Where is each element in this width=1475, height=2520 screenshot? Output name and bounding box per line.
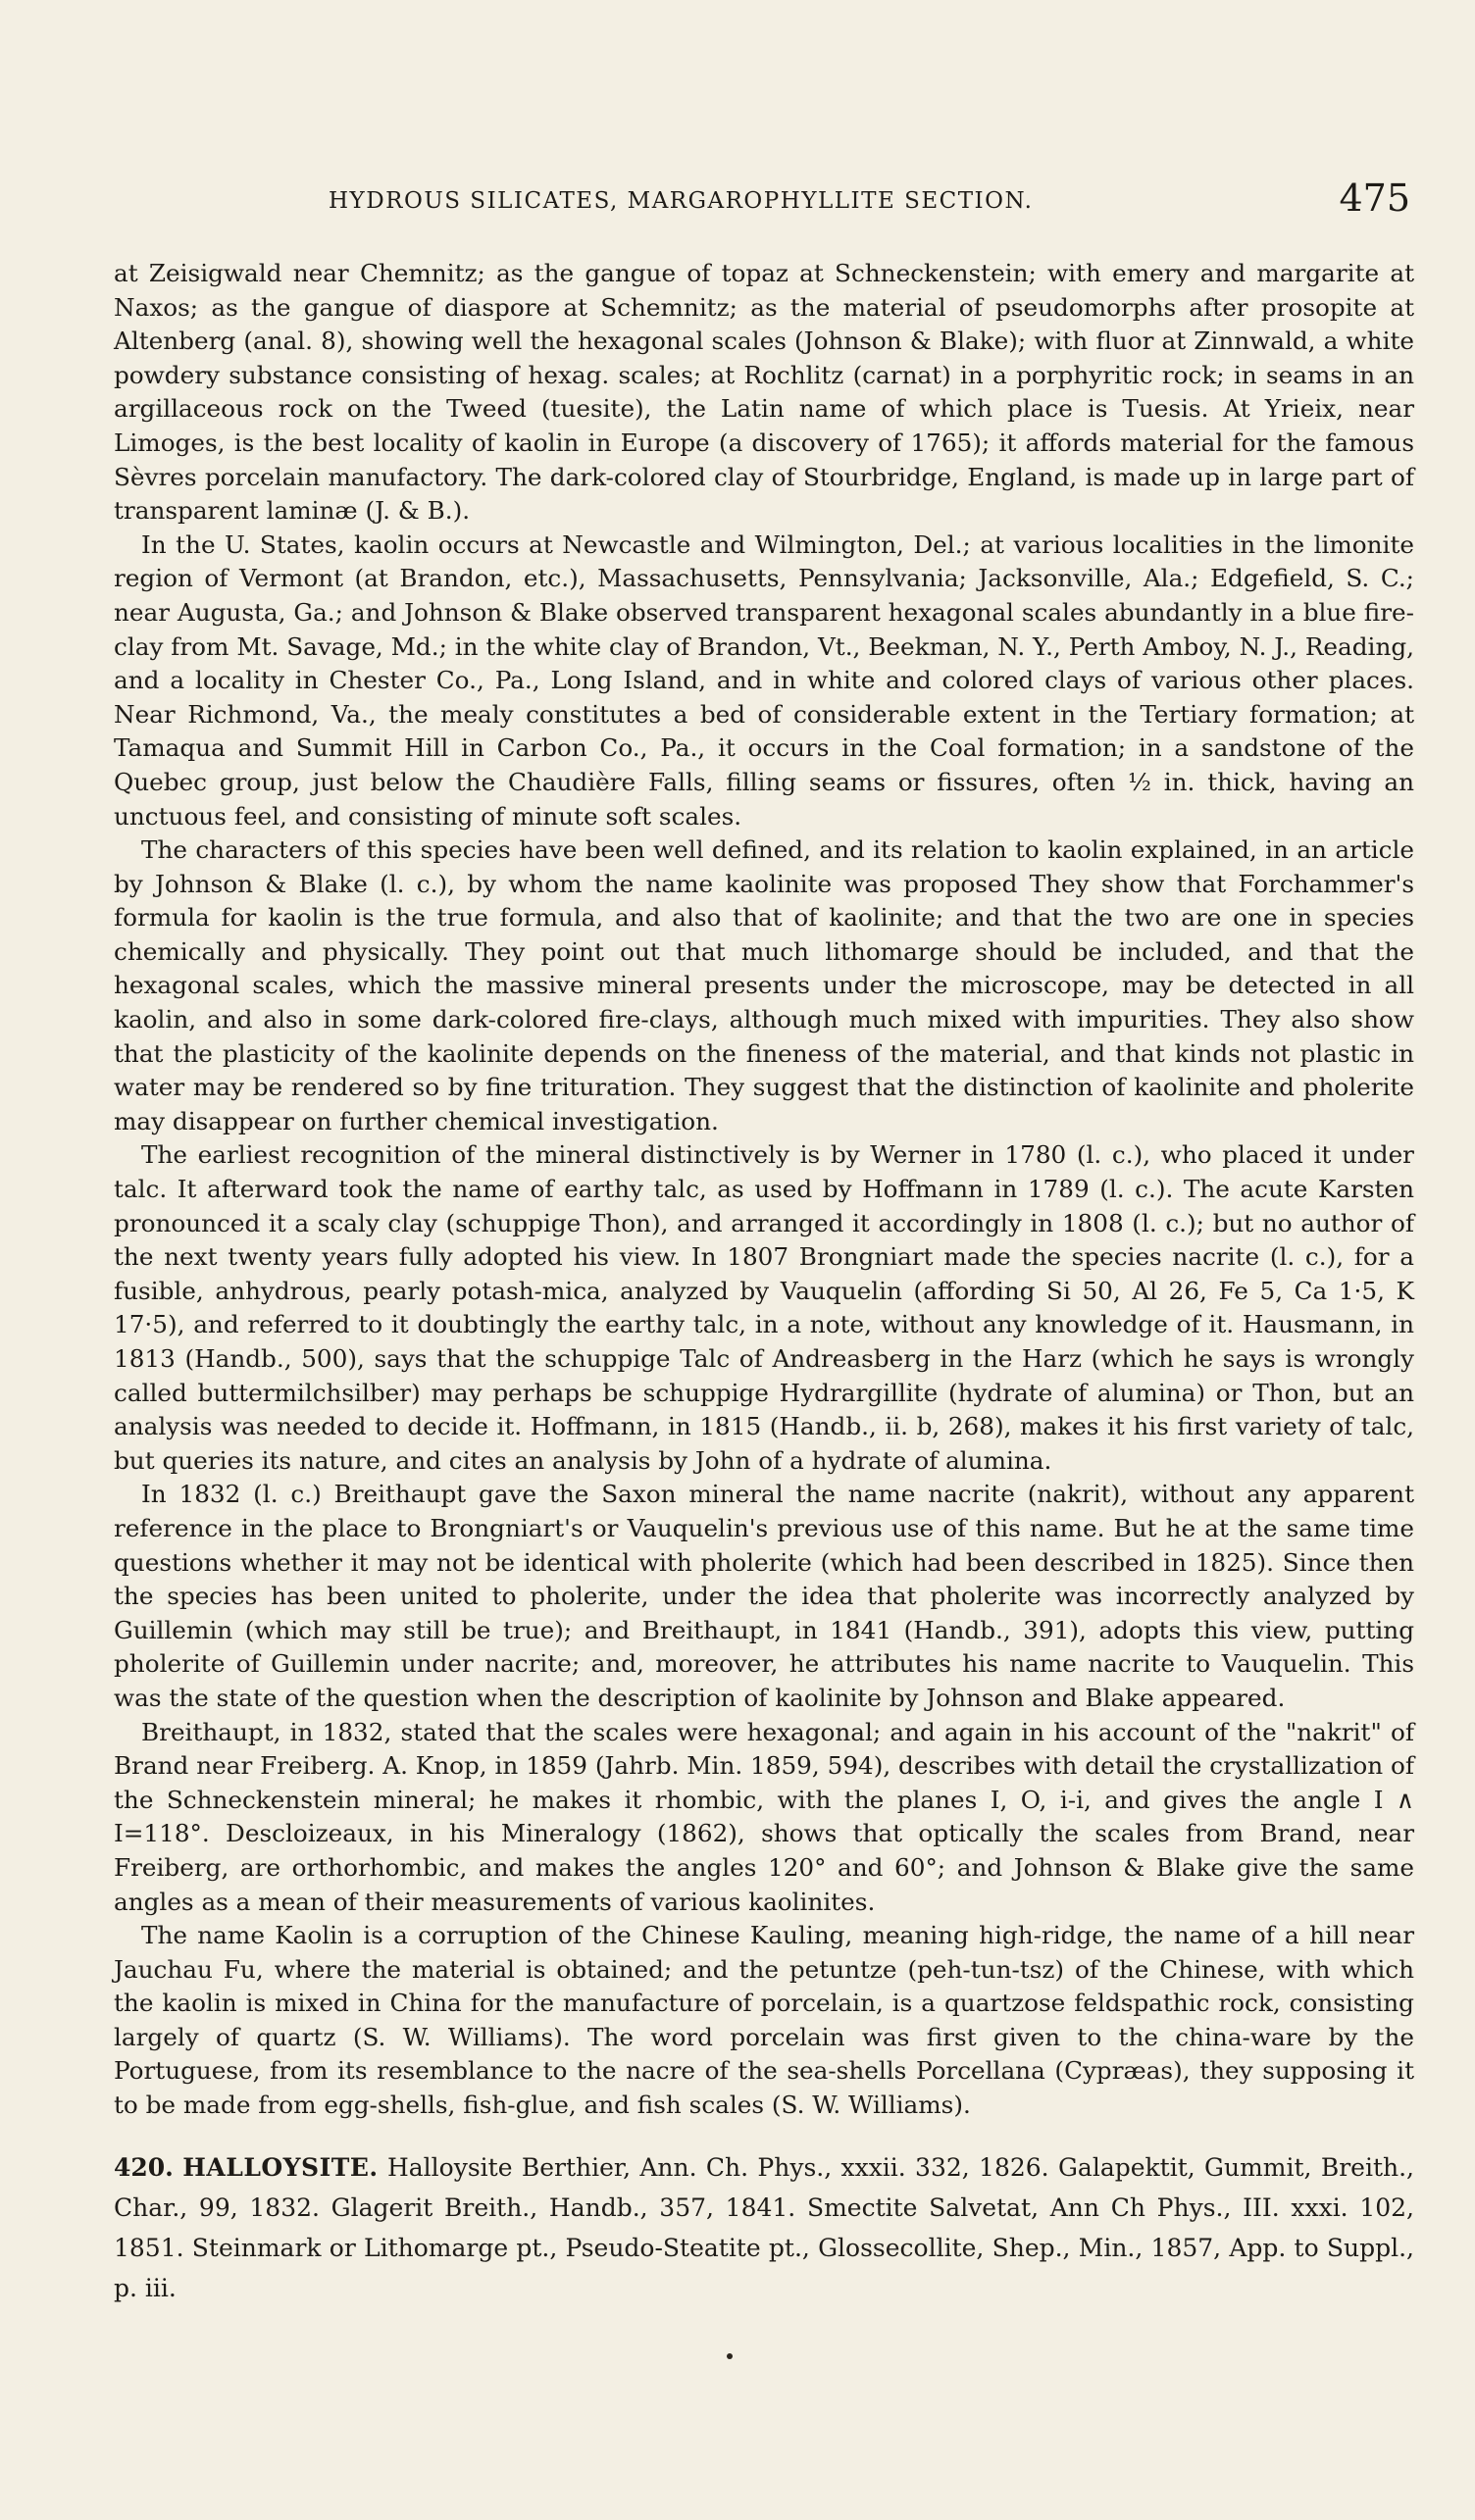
paragraph-us-localities: In the U. States, kaolin occurs at Newcastle and Wilmington, Del.; at various localities in the limonite region of Vermont (at Brandon, etc.), Massachusetts, Pennsylvania; Jacksonville, Ala.; Edgefield, S. C.; near Augusta, Ga.; and Johnson & Blake observed transparent hexagonal scales abundantly in a blue fire-clay from Mt. Savage, Md.; in the white clay of Brandon, Vt., Beekman, N. Y., Perth Amboy, N. J., Reading, and a locality in Chester Co., Pa., Long Island, and in white and colored clays of various other places. Near Richmond, Va., the mealy constitutes a bed of considerable extent in the Tertiary formation; at Tamaqua and Summit Hill in Carbon Co., Pa., it occurs in the Coal formation; in a sandstone of the Quebec group, just below the Chaudière Falls, filling seams or fissures, often ½ in. thick, having an unctuous feel, and consisting of minute soft scales. [114,529,1414,831]
paragraph-localities: at Zeisigwald near Chemnitz; as the gangue of topaz at Schneckenstein; with emery and margarite at Naxos; as the gangue of diaspore at Schemnitz; as the material of pseudomorphs after prosopite at Altenberg (anal. 8), showing well the hexagonal scales (Johnson & Blake); with fluor at Zinnwald, a white powdery substance consisting of hexag. scales; at Rochlitz (carnat) in a porphyritic rock; in seams in an argillaceous rock on the Tweed (tuesite), the Latin name of which place is Tuesis. At Yrieix, near Limoges, is the best locality of kaolin in Europe (a discovery of 1765); it affords material for the famous Sèvres porcelain manufactory. The dark-colored clay of Stourbridge, England, is made up in large part of transparent laminæ (J. & B.). [114,259,1414,526]
species-entry-halloysite [114,2147,1414,2308]
paragraph-etymology: The name Kaolin is a corruption of the Chinese Kauling, meaning high-ridge, the name of a hill near Jauchau Fu, where the material is obtained; and the petuntze (peh-tun-tsz) of the Chinese, with which the kaolin is mixed in China for the manufacture of porcelain, is a quartzose feldspathic rock, consisting largely of quartz (S. W. Williams). The word porcelain was first given to the china-ware by the Portuguese, from its resemblance to the nacre of the sea-shells Porcellana (Cypræas), they supposing it to be made from egg-shells, fish-glue, and fish scales (S. W. Williams). [114,1921,1414,2120]
entry-title: HALLOYSITE. [182,2153,379,2182]
paragraph-early-history: The earliest recognition of the mineral distinctively is by Werner in 1780 (l. c.), who placed it under talc. It afterward took the name of earthy talc, as used by Hoffmann in 1789 (l. c.). The acute Karsten pronounced it a scaly clay (schuppige Thon), and arranged it accordingly in 1808 (l. c.); but no author of the next twenty years fully adopted his view. In 1807 Brongniart made the species nacrite (l. c.), for a fusible, anhydrous, pearly potash-mica, analyzed by Vauquelin (affording Si 50, Al 26, Fe 5, Ca 1·5, K 17·5), and referred to it doubtingly the earthy talc, in a note, without any knowledge of it. Hausmann, in 1813 (Handb., 500), says that the schuppige Talc of Andreasberg in the Harz (which he says is wrongly called buttermilchsilber) may perhaps be schuppige Hydrargillite (hydrate of alumina) or Thon, but an analysis was needed to decide it. Hoffmann, in 1815 (Handb., ii. b, 268), makes it his first variety of talc, but queries its nature, and cites an analysis by John of a hydrate of alumina. [114,1140,1414,1475]
page-header [280,176,1410,224]
page-number: 475 [1339,176,1410,220]
body-text [114,257,1414,2123]
running-head: HYDROUS SILICATES, MARGAROPHYLLITE SECTION. [329,188,1034,214]
entry-number: 420. [114,2153,174,2182]
paragraph-characters: The characters of this species have been well defined, and its relation to kaolin explained, in an article by Johnson & Blake (l. c.), by whom the name kaolinite was proposed They show that Forchammer's formula for kaolin is the true formula, and also that of kaolinite; and that the two are one in species chemically and physically. They point out that much lithomarge should be included, and that the hexagonal scales, which the massive mineral presents under the microscope, may be detected in all kaolin, and also in some dark-colored fire-clays, although much mixed with impurities. They also show that the plasticity of the kaolinite depends on the fineness of the material, and that kinds not plastic in water may be rendered so by fine trituration. They suggest that the distinction of kaolinite and pholerite may disappear on further chemical investigation. [114,835,1414,1135]
entry-synonymy: Halloysite Berthier, Ann. Ch. Phys., xxxii. 332, 1826. Galapektit, Gummit, Breith., Char., 99, 1832. Glagerit Breith., Handb., 357, 1841. Smectite Salvetat, Ann Ch Phys., III. xxxi. 102, 1851. Steinmark or Lithomarge pt., Pseudo-Steatite pt., Glossecollite, Shep., Min., 1857, App. to Suppl., p. iii. [114,2153,1414,2302]
paragraph-crystallization: Breithaupt, in 1832, stated that the scales were hexagonal; and again in his account of the "nakrit" of Brand near Freiberg. A. Knop, in 1859 (Jahrb. Min. 1859, 594), describes with detail the crystallization of the Schneckenstein mineral; he makes it rhombic, with the planes I, O, i-i, and gives the angle I ∧ I=118°. Descloizeaux, in his Mineralogy (1862), shows that optically the scales from Brand, near Freiberg, are orthorhombic, and makes the angles 120° and 60°; and Johnson & Blake give the same angles as a mean of their measurements of various kaolinites. [114,1717,1414,1916]
paragraph-breithaupt-1832: In 1832 (l. c.) Breithaupt gave the Saxon mineral the name nacrite (nakrit), without any apparent reference in the place to Brongniart's or Vauquelin's previous use of this name. But he at the same time questions whether it may not be identical with pholerite (which had been described in 1825). Since then the species has been united to pholerite, under the idea that pholerite was incorrectly analyzed by Guillemin (which may still be true); and Breithaupt, in 1841 (Handb., 391), adopts this view, putting pholerite of Guillemin under nacrite; and, moreover, he attributes his name nacrite to Vauquelin. This was the state of the question when the description of kaolinite by Johnson and Blake appeared. [114,1480,1414,1712]
print-speck [727,2353,733,2359]
